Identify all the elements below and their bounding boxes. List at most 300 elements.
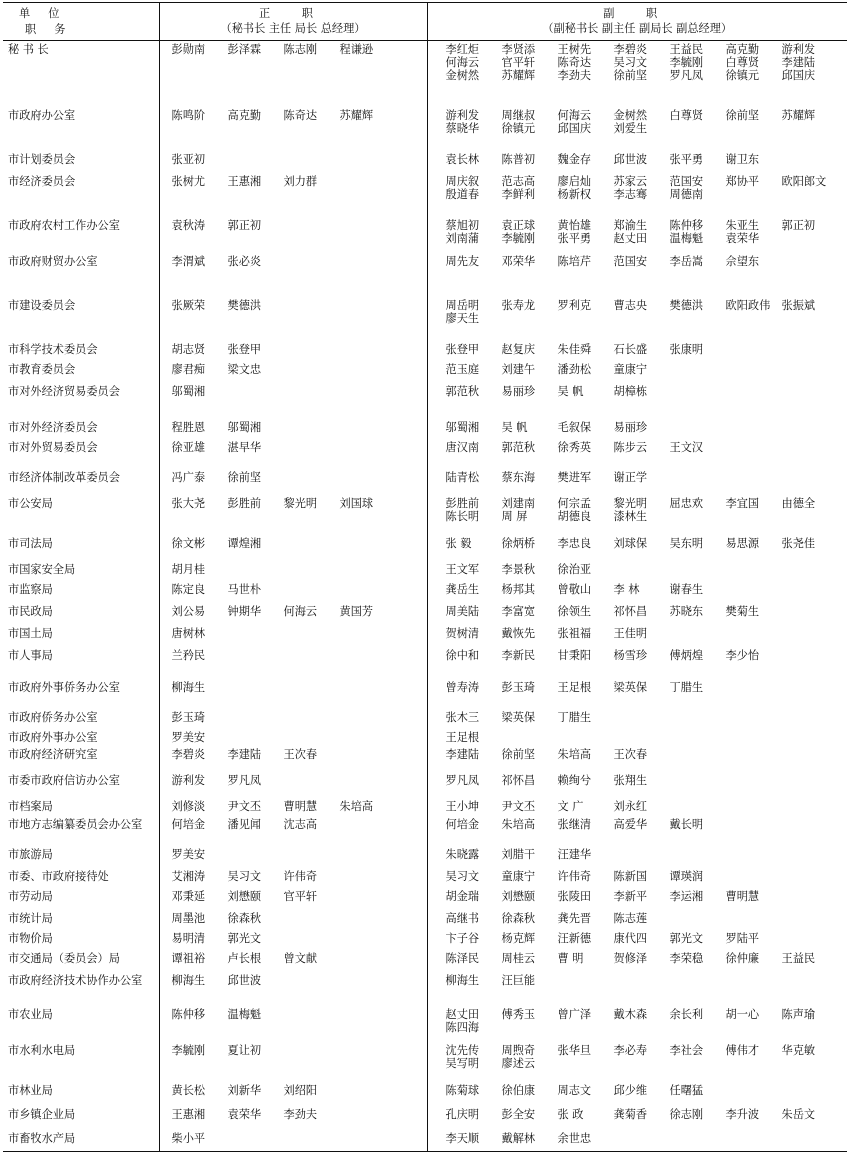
official-name: 龚岳生 [445,582,480,596]
official-name: 李劲夫 [557,69,592,82]
official-name: 何海云 [557,108,592,122]
table-row [3,679,847,709]
chief-officials-cell [159,341,427,361]
official-name: 邓荣华 [501,254,536,268]
official-name: 李景秋 [501,562,536,576]
official-name: 谢春生 [669,582,704,596]
official-name: 陈步云 [613,440,648,454]
official-name: 周 屏 [501,509,528,523]
official-name: 苏家云 [613,174,648,188]
official-name: 艾湘涛 [171,869,206,883]
deputy-officials-cell [427,535,847,561]
official-name: 樊菊生 [725,604,760,618]
official-name: 罗陆平 [725,931,760,945]
official-name: 欧阳郎文 [781,174,827,188]
official-name: 罗凡凤 [445,773,480,787]
chief-officials-cell [159,1042,427,1082]
official-name: 廖君痴 [171,362,206,376]
header-deputy-subtitle: （副秘书长 副主任 副局长 副总经理） [542,22,733,35]
official-name: 朱培高 [557,747,592,761]
table-row [3,816,847,846]
table-row [3,1042,847,1082]
official-name: 汪新德 [557,931,592,945]
official-name: 温梅魁 [227,1007,262,1021]
chief-officials-cell [159,729,427,746]
chief-officials-cell [159,1006,427,1042]
chief-officials-cell [159,1130,427,1152]
official-name: 陈培芹 [557,254,592,268]
official-name: 陈定良 [171,582,206,596]
official-name: 陈志刚 [283,43,318,56]
official-name: 彭勋南 [171,43,206,56]
header-deputy [427,3,847,41]
chief-officials-cell [159,297,427,341]
official-name: 谢卫东 [725,152,760,166]
official-name: 甘秉阳 [557,648,592,662]
chief-officials-cell [159,253,427,297]
official-name: 李贤添 [501,43,536,56]
table-row [3,383,847,419]
official-name: 易丽珍 [501,384,536,398]
official-name: 陈仲移 [669,218,704,232]
official-name: 易明清 [171,931,206,945]
deputy-officials-cell [427,581,847,603]
official-name: 廖述云 [501,1056,536,1070]
official-name: 童康宁 [613,362,648,376]
official-name: 赵复庆 [501,342,536,356]
official-name: 康代四 [613,931,648,945]
official-name: 王惠湘 [171,1107,206,1121]
official-name: 袁长林 [445,152,480,166]
deputy-officials-cell [427,217,847,253]
deputy-officials-cell [427,972,847,1006]
official-name: 何培金 [171,817,206,831]
chief-officials-cell [159,647,427,679]
official-name: 陈奇达 [557,56,592,69]
official-name: 何海云 [445,56,480,69]
chief-officials-cell [159,469,427,495]
official-name: 黎光明 [283,496,318,510]
unit-name-cell: 市政府外事办公室 [8,730,98,744]
unit-name-cell: 市农业局 [8,1007,53,1021]
unit-name-cell: 市政府办公室 [8,108,76,122]
official-name: 何培金 [445,817,480,831]
official-name: 漆林生 [613,509,648,523]
official-name: 张厥荣 [171,298,206,312]
official-name: 李渭斌 [171,254,206,268]
official-name: 徐炳桥 [501,536,536,550]
official-name: 彭全安 [501,1107,536,1121]
official-name: 刘球保 [613,536,648,550]
unit-name-cell: 市对外经济贸易委员会 [8,384,120,398]
table-row [3,469,847,495]
official-name: 黄国芳 [339,604,374,618]
official-name: 戴木森 [613,1007,648,1021]
official-name: 刘绍阳 [283,1083,318,1097]
official-name: 胡金瑞 [445,889,480,903]
deputy-officials-cell [427,1130,847,1152]
official-name: 李必寿 [613,1043,648,1057]
official-name: 袁秋涛 [171,218,206,232]
official-name: 李社会 [669,1043,704,1057]
chief-officials-cell [159,709,427,729]
unit-name-cell: 市国土局 [8,626,53,640]
official-name: 佘望东 [725,254,760,268]
official-name: 彭胜前 [227,496,262,510]
unit-name-cell: 市对外经济委员会 [8,420,98,434]
official-name: 龚菊香 [613,1107,648,1121]
unit-name-cell: 市档案局 [8,799,53,813]
official-name: 张 毅 [445,536,472,550]
unit-name-cell: 市劳动局 [8,889,53,903]
table-row [3,253,847,297]
official-name: 彭玉琦 [171,710,206,724]
official-name: 樊德洪 [227,298,262,312]
official-name: 易丽珍 [613,420,648,434]
table-row [3,581,847,603]
official-name: 何宗孟 [557,496,592,510]
deputy-officials-cell [427,746,847,772]
chief-officials-cell [159,41,427,107]
official-name: 周岳明 [445,298,480,312]
deputy-officials-cell [427,1006,847,1042]
official-name: 周庆叙 [445,174,480,188]
official-name: 陈仲移 [171,1007,206,1021]
official-name: 傅伟才 [725,1043,760,1057]
table-row [3,772,847,798]
official-name: 徐伯康 [501,1083,536,1097]
official-name: 李少怡 [725,648,760,662]
header-chief [159,3,427,41]
official-name: 邬蜀湘 [227,420,262,434]
official-name: 刘建午 [501,362,536,376]
unit-name-cell: 市政府经济技术协作办公室 [8,973,143,987]
official-name: 傅秀玉 [501,1007,536,1021]
official-name: 吴 帆 [557,384,584,398]
official-name: 周美陆 [445,604,480,618]
table-row [3,709,847,729]
official-name: 袁荣华 [725,231,760,245]
official-name: 温梅魁 [669,231,704,245]
unit-name-cell: 市物价局 [8,931,53,945]
deputy-officials-cell [427,439,847,469]
official-name: 戴解林 [501,1131,536,1145]
official-name: 郑渝生 [613,218,648,232]
header-unit-position [3,3,159,41]
official-name: 柳海生 [171,680,206,694]
official-name: 游利发 [445,108,480,122]
official-name: 彭玉琦 [501,680,536,694]
table-row [3,297,847,341]
unit-name-cell: 市教育委员会 [8,362,76,376]
official-name: 张翔生 [613,773,648,787]
official-name: 彭泽霖 [227,43,262,56]
official-name: 胡一心 [725,1007,760,1021]
official-name: 李升波 [725,1107,760,1121]
official-name: 张登甲 [445,342,480,356]
official-name: 王文汉 [669,440,704,454]
official-name: 王惠湘 [227,174,262,188]
official-name: 郭范秋 [501,440,536,454]
official-name: 高继书 [445,911,480,925]
official-name: 樊德洪 [669,298,704,312]
official-name: 李新民 [501,648,536,662]
official-name: 金树然 [613,108,648,122]
chief-officials-cell [159,603,427,625]
official-name: 尹文丕 [227,799,262,813]
official-name: 黄长松 [171,1083,206,1097]
official-name: 徐前坚 [227,470,262,484]
chief-officials-cell [159,625,427,647]
official-name: 李建陆 [445,747,480,761]
official-name: 童康宁 [501,869,536,883]
official-name: 李毓刚 [669,56,704,69]
chief-officials-cell [159,581,427,603]
table-row [3,151,847,173]
chief-officials-cell [159,679,427,709]
officials-table [3,2,847,1152]
table-row [3,798,847,816]
deputy-officials-cell [427,647,847,679]
official-name: 蔡晓华 [445,121,480,135]
official-name: 罗利克 [557,298,592,312]
official-name: 戴长明 [669,817,704,831]
official-name: 刘国球 [339,496,374,510]
official-name: 徐镇元 [725,69,760,82]
official-name: 李建陆 [227,747,262,761]
official-name: 吴习文 [445,869,480,883]
table-row [3,603,847,625]
table-header-row [3,3,847,41]
header-unit-label: 单位 [19,7,78,20]
official-name: 许伟奇 [283,869,318,883]
official-name: 陈声瑜 [781,1007,816,1021]
table-row [3,1082,847,1106]
unit-name-cell: 市对外贸易委员会 [8,440,98,454]
deputy-officials-cell [427,950,847,972]
official-name: 徐森秋 [227,911,262,925]
official-name: 程谦逊 [339,43,374,56]
official-name: 魏金存 [557,152,592,166]
official-name: 陈四海 [445,1020,480,1034]
official-name: 谭煌湘 [227,536,262,550]
official-name: 胡樟栋 [613,384,648,398]
table-row [3,439,847,469]
official-name: 李新平 [613,889,648,903]
deputy-officials-cell [427,107,847,151]
official-name: 陈新国 [613,869,648,883]
table-row [3,647,847,679]
official-name: 李劲夫 [283,1107,318,1121]
deputy-officials-cell [427,910,847,930]
official-name: 朱岳文 [781,1107,816,1121]
chief-officials-cell [159,217,427,253]
chief-officials-cell [159,798,427,816]
official-name: 陈菊球 [445,1083,480,1097]
official-name: 唐树林 [171,626,206,640]
deputy-officials-cell [427,561,847,581]
deputy-officials-cell [427,888,847,910]
official-name: 朱培高 [501,817,536,831]
chief-officials-cell [159,561,427,581]
official-name: 邱国庆 [557,121,592,135]
table-row [3,535,847,561]
official-name: 蔡东海 [501,470,536,484]
official-name: 游利发 [781,43,816,56]
official-name: 刘爱生 [613,121,648,135]
official-name: 罗凡凤 [227,773,262,787]
official-name: 张登甲 [227,342,262,356]
official-name: 徐治亚 [557,562,592,576]
official-name: 丁腊生 [557,710,592,724]
official-name: 张亚初 [171,152,206,166]
official-name: 郭正初 [227,218,262,232]
official-name: 陈鸣阶 [171,108,206,122]
official-name: 张华旦 [557,1043,592,1057]
official-name: 郑协平 [725,174,760,188]
deputy-officials-cell [427,1082,847,1106]
official-name: 周煦奇 [501,1043,536,1057]
official-name: 柴小平 [171,1131,206,1145]
official-name: 高克勤 [725,43,760,56]
official-name: 郭光文 [227,931,262,945]
official-name: 张祖福 [557,626,592,640]
official-name: 许伟奇 [557,869,592,883]
official-name: 文 广 [557,799,584,813]
official-name: 李碧炎 [171,747,206,761]
unit-name-cell: 市政府财贸办公室 [8,254,98,268]
table-row [3,950,847,972]
official-name: 王足根 [557,680,592,694]
official-name: 潘见闻 [227,817,262,831]
official-name: 吴习文 [227,869,262,883]
chief-officials-cell [159,846,427,868]
table-row [3,1006,847,1042]
unit-name-cell: 市经济委员会 [8,174,76,188]
table-row [3,361,847,383]
header-chief-subtitle: （秘书长 主任 局长 总经理） [220,22,366,35]
official-name: 曹 明 [557,951,584,965]
official-name: 何海云 [283,604,318,618]
official-name: 余世忠 [557,1131,592,1145]
official-name: 曾敬山 [557,582,592,596]
deputy-officials-cell [427,341,847,361]
deputy-officials-cell [427,772,847,798]
official-name: 胡志贤 [171,342,206,356]
deputy-officials-cell [427,846,847,868]
chief-officials-cell [159,173,427,217]
official-name: 邱世波 [613,152,648,166]
official-name: 徐领生 [557,604,592,618]
official-name: 刘腊干 [501,847,536,861]
unit-name-cell: 市交通局（委员会）局 [8,951,120,965]
chief-officials-cell [159,746,427,772]
official-name: 孔庆明 [445,1107,480,1121]
official-name: 潘劲松 [557,362,592,376]
header-position-label: 职务 [25,23,84,36]
official-name: 周志文 [557,1083,592,1097]
unit-name-cell: 市政府外事侨务办公室 [8,680,120,694]
official-name: 由德全 [781,496,816,510]
official-name: 徐前坚 [725,108,760,122]
official-name: 曹明慧 [283,799,318,813]
deputy-officials-cell [427,297,847,341]
official-name: 卞子谷 [445,931,480,945]
deputy-officials-cell [427,361,847,383]
official-name: 曹志央 [613,298,648,312]
official-name: 梁文忠 [227,362,262,376]
unit-name-cell: 市经济体制改革委员会 [8,470,120,484]
official-name: 冯广泰 [171,470,206,484]
chief-officials-cell [159,816,427,846]
unit-name-cell: 秘 书 长 [8,43,49,56]
official-name: 祁怀昌 [501,773,536,787]
deputy-officials-cell [427,816,847,846]
official-name: 苏耀辉 [781,108,816,122]
official-name: 范国安 [613,254,648,268]
official-name: 张继清 [557,817,592,831]
official-name: 朱培高 [339,799,374,813]
official-name: 官平轩 [283,889,318,903]
chief-officials-cell [159,868,427,888]
official-name: 吴写明 [445,1056,480,1070]
official-name: 白尊贤 [669,108,704,122]
official-name: 邱世波 [227,973,262,987]
official-name: 李 林 [613,582,640,596]
official-name: 袁荣华 [227,1107,262,1121]
official-name: 朱晓露 [445,847,480,861]
official-name: 李天顺 [445,1131,480,1145]
official-name: 李岳嵩 [669,254,704,268]
official-name: 李运湘 [669,889,704,903]
unit-name-cell: 市统计局 [8,911,53,925]
official-name: 范玉庭 [445,362,480,376]
official-name: 朱亚生 [725,218,760,232]
deputy-officials-cell [427,709,847,729]
official-name: 石长盛 [613,342,648,356]
deputy-officials-cell [427,1042,847,1082]
unit-name-cell: 市监察局 [8,582,53,596]
official-name: 张大尧 [171,496,206,510]
official-name: 丁腊生 [669,680,704,694]
table-row [3,930,847,950]
official-name: 尹文丕 [501,799,536,813]
official-name: 张树尤 [171,174,206,188]
official-name: 王树先 [557,43,592,56]
deputy-officials-cell [427,625,847,647]
official-name: 李志骞 [613,187,648,201]
official-name: 徐镇元 [501,121,536,135]
official-name: 邬蜀湘 [171,384,206,398]
official-name: 王小坤 [445,799,480,813]
header-chief-title: 正 职 [259,7,327,20]
official-name: 刘修淡 [171,799,206,813]
chief-officials-cell [159,950,427,972]
official-name: 任曙猛 [669,1083,704,1097]
official-name: 高克勤 [227,108,262,122]
official-name: 徐中和 [445,648,480,662]
official-name: 胡月桂 [171,562,206,576]
official-name: 游利发 [171,773,206,787]
table-row [3,341,847,361]
official-name: 邬蜀湘 [445,420,480,434]
unit-name-cell: 市乡镇企业局 [8,1107,76,1121]
official-name: 贺树清 [445,626,480,640]
official-name: 邓秉延 [171,889,206,903]
official-name: 白尊贤 [725,56,760,69]
table-row [3,972,847,1006]
official-name: 廖启灿 [557,174,592,188]
